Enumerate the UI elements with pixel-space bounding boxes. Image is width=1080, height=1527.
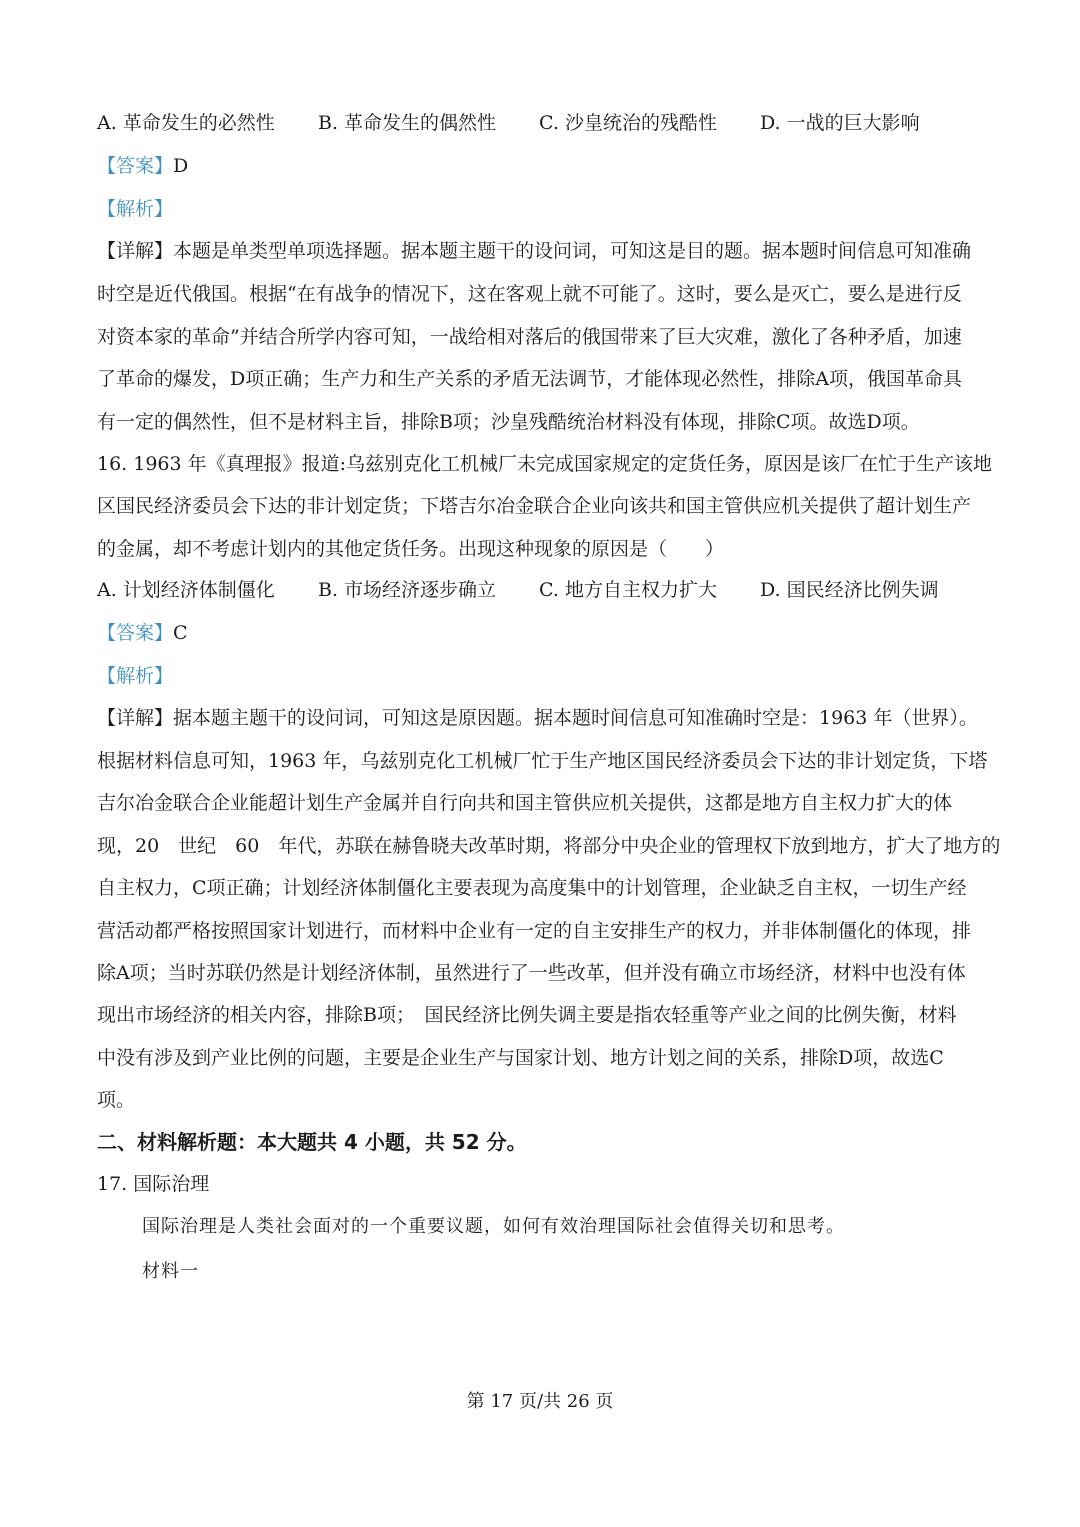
section-heading: 二、材料解析题：本大题共 4 小题，共 52 分。 (97, 1130, 527, 1154)
q15-analysis-label: 【解析】 (97, 198, 174, 220)
q16-analysis-label: 【解析】 (97, 665, 174, 687)
q15-option-d: D. 一战的巨大影响 (760, 112, 920, 134)
q17-material-label: 材料一 (142, 1261, 199, 1282)
q15-answer (97, 154, 987, 178)
q16-option-d: D. 国民经济比例失调 (760, 579, 939, 601)
q15-option-a: A. 革命发生的必然性 (97, 112, 275, 134)
q16-stem-line: 的金属，却不考虑计划内的其他定货任务。出现这种现象的原因是（ ） (97, 538, 725, 560)
answer-label: 【答案】 (97, 622, 174, 644)
q15-detail-line: 有一定的偶然性，但不是材料主旨，排除B项；沙皇残酷统治材料没有体现，排除C项。故选D项。 (97, 411, 920, 433)
answer-label: 【答案】 (97, 155, 174, 177)
q15-option-b: B. 革命发生的偶然性 (318, 112, 497, 134)
q16-detail-line: 项。 (97, 1089, 136, 1111)
q16-detail-line: 中没有涉及到产业比例的问题，主要是企业生产与国家计划、地方计划之间的关系，排除D项，故选C (97, 1047, 944, 1069)
q16-detail-line: 根据材料信息可知，1963 年，乌兹别克化工机械厂忙于生产地区国民经济委员会下达的非计划定货，下塔 (97, 750, 988, 772)
answer-value: C (173, 622, 188, 644)
q15-option-c: C. 沙皇统治的残酷性 (539, 112, 717, 134)
q16-option-b: B. 市场经济逐步确立 (318, 579, 497, 601)
page-footer: 第 17 页/共 26 页 (466, 1391, 614, 1412)
q16-option-c: C. 地方自主权力扩大 (539, 579, 717, 601)
q15-detail-line: 了革命的爆发，D项正确；生产力和生产关系的矛盾无法调节，才能体现必然性，排除A项，俄国革命具 (97, 368, 962, 390)
q16-detail-line: 吉尔冶金联合企业能超计划生产金属并自行向共和国主管供应机关提供，这都是地方自主权力扩大的体 (97, 792, 953, 814)
answer-value: D (173, 155, 189, 177)
q16-detail-line: 营活动都严格按照国家计划进行，而材料中企业有一定的自主安排生产的权力，并非体制僵化的体现，排 (97, 920, 972, 942)
q16-detail-line: 现出市场经济的相关内容，排除B项； 国民经济比例失调主要是指农轻重等产业之间的比例失衡，材料 (97, 1004, 957, 1026)
q15-detail-line: 对资本家的革命”并结合所学内容可知，一战给相对落后的俄国带来了巨大灾难，激化了各种矛盾，加速 (97, 326, 962, 348)
q15-detail-line: 时空是近代俄国。根据“在有战争的情况下，这在客观上就不可能了。这时，要么是灭亡，要么是进行反 (97, 283, 962, 305)
q16-detail-line: 除A项；当时苏联仍然是计划经济体制，虽然进行了一些改革，但并没有确立市场经济，材料中也没有体 (97, 962, 966, 984)
q16-stem-line: 区国民经济委员会下达的非计划定货；下塔吉尔冶金联合企业向该共和国主管供应机关提供了超计划生产 (97, 495, 972, 517)
q17-intro: 国际治理是人类社会面对的一个重要议题，如何有效治理国际社会值得关切和思考。 (142, 1216, 845, 1237)
q16-detail-line: 自主权力，C项正确；计划经济体制僵化主要表现为高度集中的计划管理，企业缺乏自主权，一切生产经 (97, 877, 967, 899)
q16-answer (97, 621, 987, 645)
q16-option-a: A. 计划经济体制僵化 (97, 579, 275, 601)
q16-detail-line: 现，20 世纪 60 年代，苏联在赫鲁晓夫改革时期，将部分中央企业的管理权下放到地方，扩大了地方的 (97, 835, 1001, 857)
q16-detail-line: 【详解】据本题主题干的设问词，可知这是原因题。据本题时间信息可知准确时空是：1963 年（世界）。 (97, 707, 978, 729)
q15-detail-line: 【详解】本题是单类型单项选择题。据本题主题干的设问词，可知这是目的题。据本题时间信息可知准确 (97, 240, 972, 262)
q16-stem-line: 16. 1963 年《真理报》报道:乌兹别克化工机械厂未完成国家规定的定货任务，原因是该厂在忙于生产该地 (97, 453, 993, 475)
q17-title: 17. 国际治理 (97, 1173, 210, 1195)
